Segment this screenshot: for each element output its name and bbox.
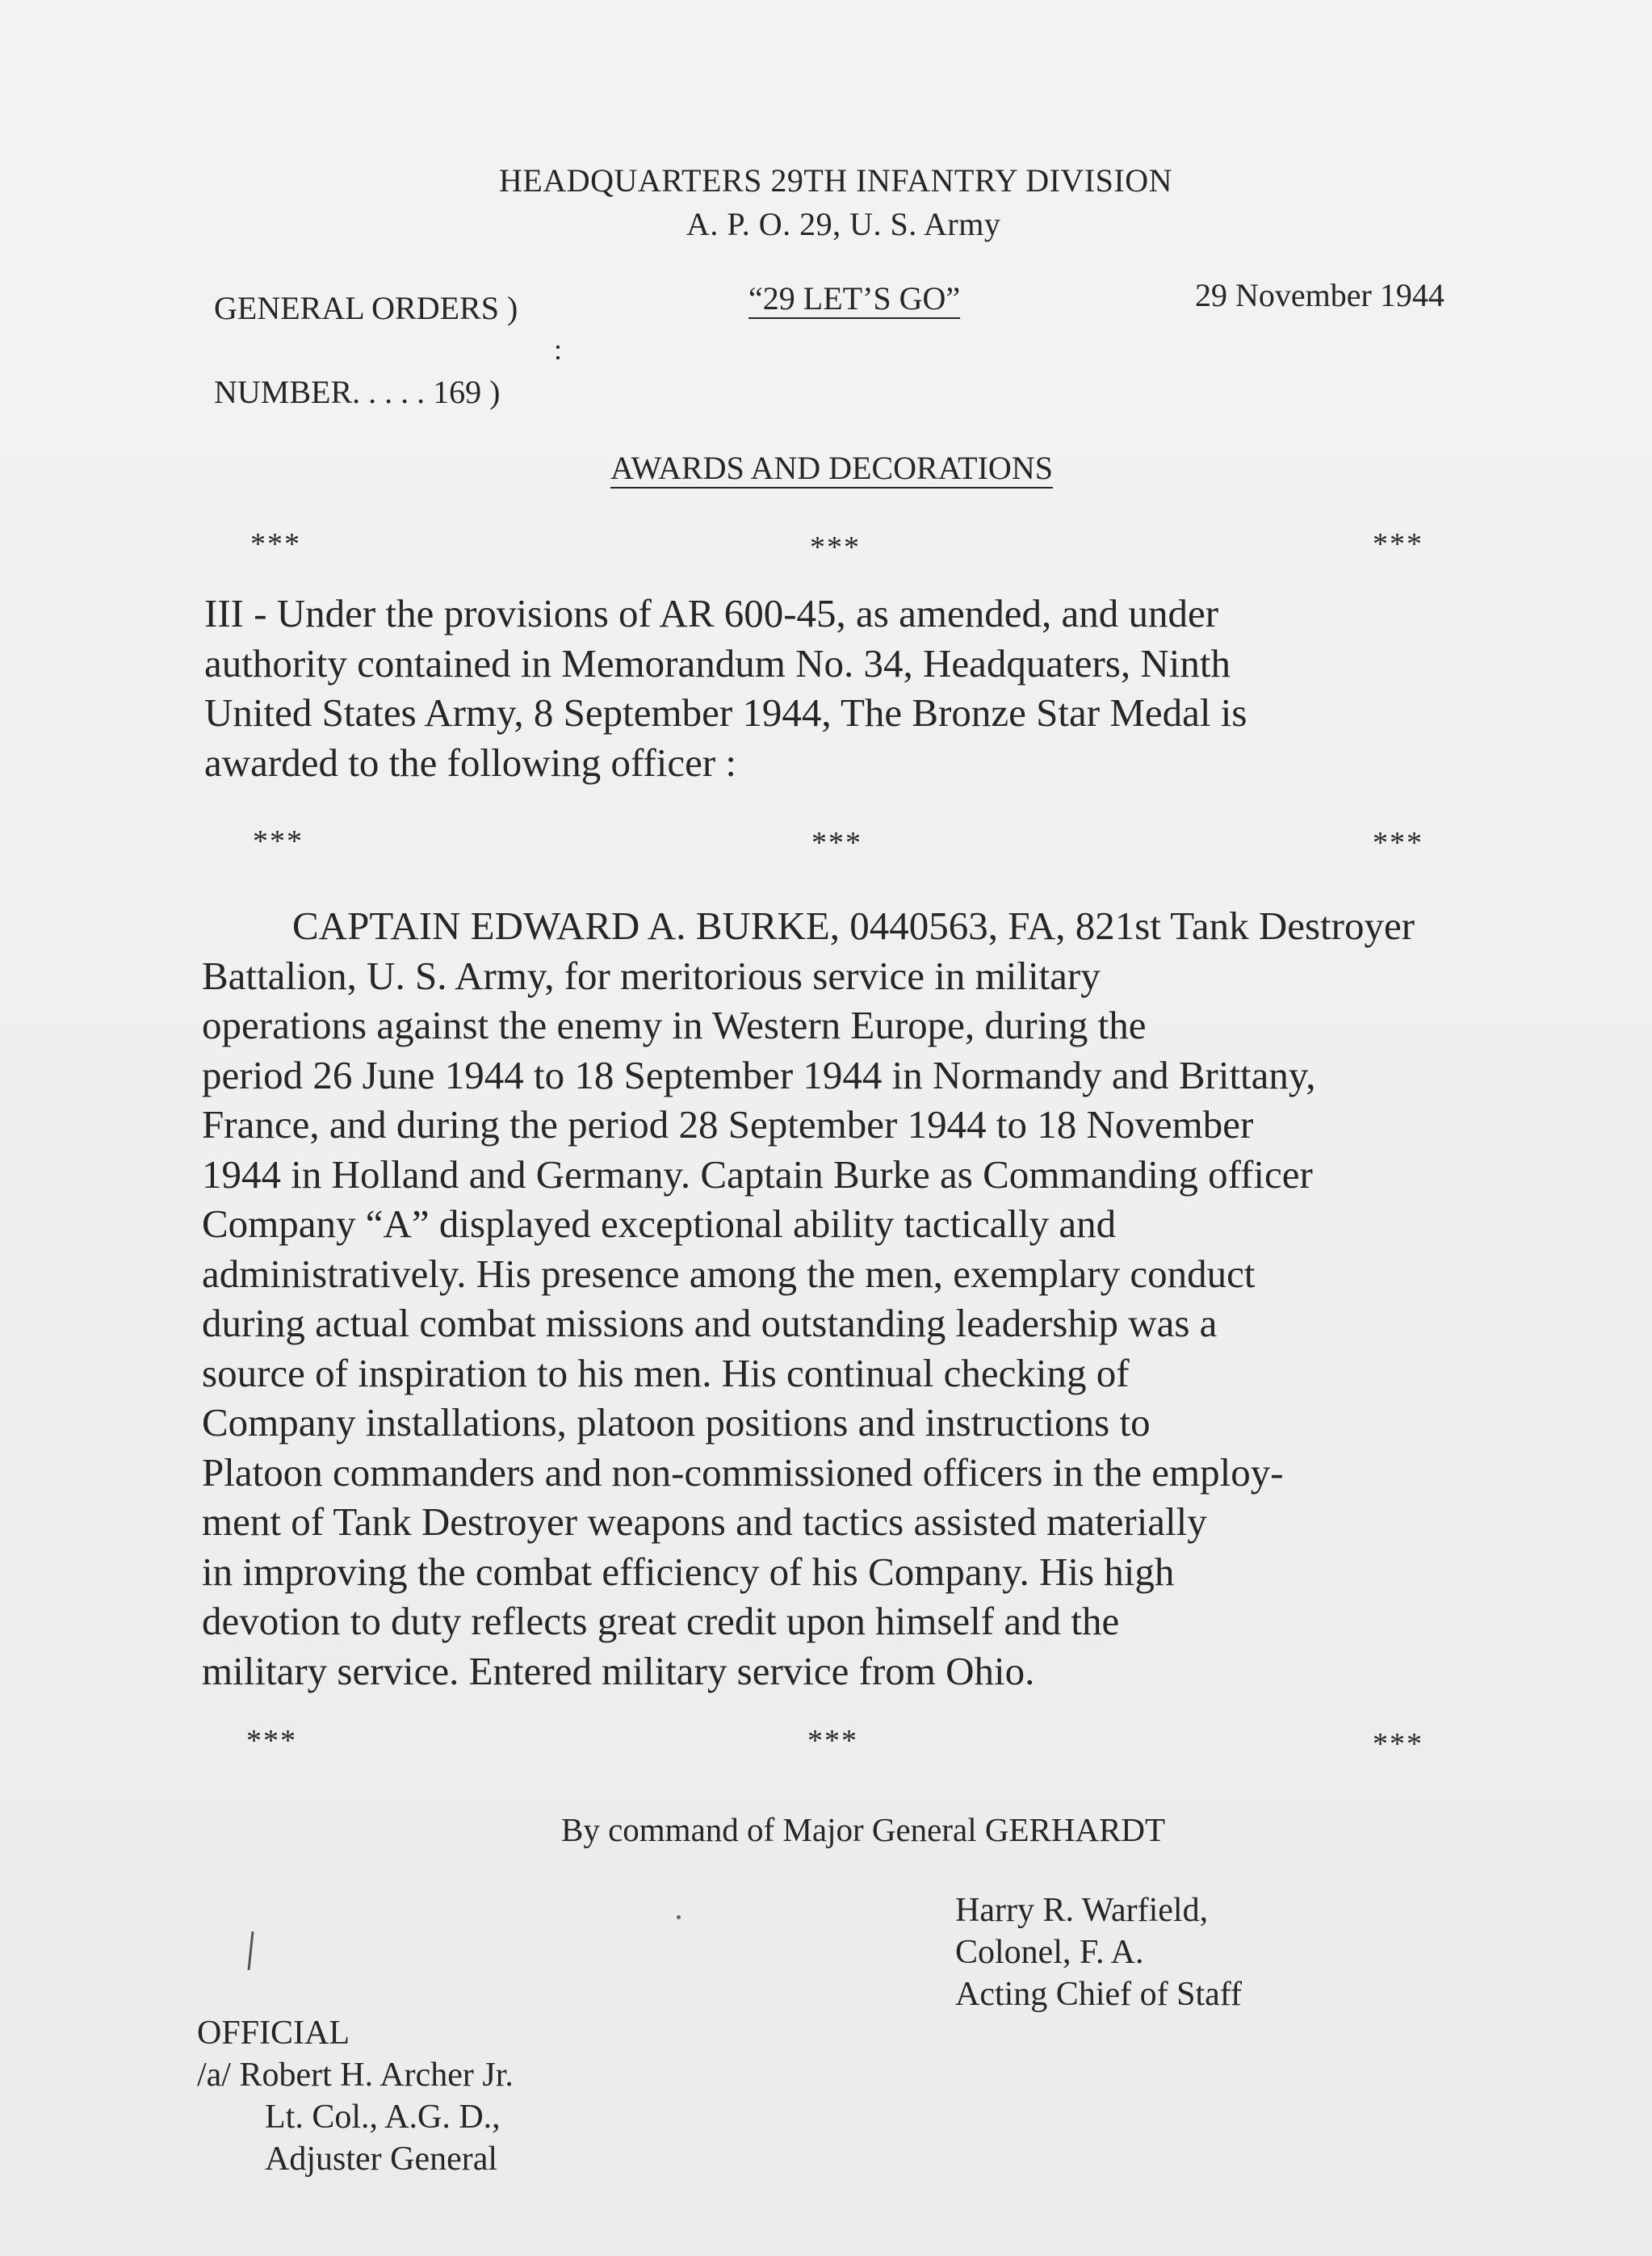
citation-line: Company “A” displayed exceptional ability tactically and	[202, 1201, 1117, 1246]
citation-line: Battalion, U. S. Army, for meritorious service in military	[202, 953, 1101, 998]
paragraph-line: United States Army, 8 September 1944, The Bronze Star Medal is	[204, 690, 1247, 735]
citation-line: operations against the enemy in Western Europe, during the	[202, 1003, 1147, 1047]
citation-line: in improving the combat efficiency of his Company. His high	[202, 1549, 1175, 1594]
official-title: Adjuster General	[265, 2141, 498, 2178]
citation-line: France, and during the period 28 September 1944 to 18 November	[202, 1102, 1254, 1147]
citation-line: 1944 in Holland and Germany. Captain Burke as Commanding officer	[202, 1151, 1313, 1197]
citation-line: devotion to duty reflects great credit upon himself and the	[202, 1599, 1120, 1643]
general-orders-label: GENERAL ORDERS )	[214, 290, 518, 326]
signatory-name: Harry R. Warfield,	[955, 1892, 1209, 1929]
separator-stars: ***	[1373, 527, 1423, 561]
separator-stars: ***	[253, 824, 304, 858]
official-name: /a/ Robert H. Archer Jr.	[197, 2057, 514, 2094]
citation-line: during actual combat missions and outstanding leadership was a	[202, 1301, 1218, 1345]
citation-line: administratively. His presence among the men, exemplary conduct	[202, 1251, 1256, 1296]
header-line-1: HEADQUARTERS 29TH INFANTRY DIVISION	[499, 162, 1172, 199]
citation-line: period 26 June 1944 to 18 September 1944 in Normandy and Brittany,	[202, 1052, 1316, 1097]
header-line-2: A. P. O. 29, U. S. Army	[686, 206, 1001, 242]
separator-stars: ***	[811, 826, 862, 860]
paragraph-iii	[204, 589, 1247, 787]
official-label: OFFICIAL	[197, 2015, 350, 2052]
pen-mark	[247, 1931, 254, 1970]
separator-stars: ***	[250, 527, 301, 561]
paragraph-line: awarded to the following officer :	[204, 740, 737, 785]
paragraph-line: authority contained in Memorandum No. 34, Headquaters, Ninth	[204, 640, 1231, 686]
official-block	[197, 2012, 514, 2180]
separator-stars: ***	[807, 1724, 858, 1758]
separator-stars: ***	[810, 530, 861, 564]
paragraph-line: III - Under the provisions of AR 600-45, as amended, and under	[204, 591, 1219, 635]
order-number: NUMBER. . . . . 169 )	[214, 374, 501, 410]
separator-stars: ***	[1373, 826, 1423, 860]
signatory-block	[955, 1889, 1242, 2015]
ink-dot	[677, 1915, 681, 1919]
citation-text	[202, 901, 1415, 1696]
separator-stars: ***	[246, 1724, 297, 1758]
separator-stars: ***	[1373, 1727, 1423, 1761]
command-line: By command of Major General GERHARDT	[561, 1811, 1166, 1848]
citation-line: ment of Tank Destroyer weapons and tactics assisted materially	[202, 1499, 1207, 1544]
citation-line: CAPTAIN EDWARD A. BURKE, 0440563, FA, 821st Tank Destroyer	[292, 904, 1415, 948]
signatory-title: Acting Chief of Staff	[955, 1976, 1242, 2013]
official-rank: Lt. Col., A.G. D.,	[265, 2099, 501, 2136]
citation-line: Company installations, platoon positions and instructions to	[202, 1400, 1151, 1445]
citation-line: Platoon commanders and non-commissioned officers in the employ-	[202, 1449, 1284, 1495]
section-title: AWARDS AND DECORATIONS	[610, 450, 1053, 486]
orders-colon: :	[554, 333, 563, 366]
order-date: 29 November 1944	[1195, 277, 1444, 313]
signatory-rank: Colonel, F. A.	[955, 1934, 1144, 1971]
division-motto: “29 LET’S GO”	[748, 280, 961, 317]
citation-line: military service. Entered military service from Ohio.	[202, 1648, 1035, 1693]
citation-line: source of inspiration to his men. His continual checking of	[202, 1350, 1130, 1395]
